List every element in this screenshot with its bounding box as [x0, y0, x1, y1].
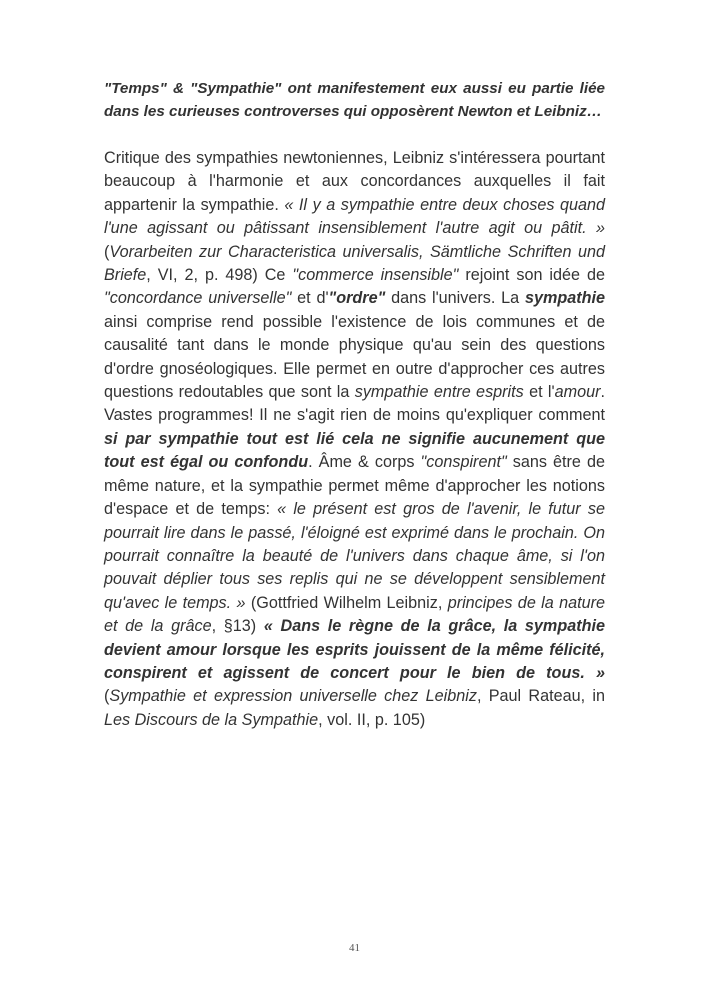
text-run: et d' — [291, 289, 329, 308]
quote-regne-grace: « Dans le règne de la grâce, la sympathie devient amour lorsque les esprits jouissent de la même félicité, conspirent et agissent de concert pour le bien de tous. » — [104, 617, 605, 682]
text-run: Critique des sympathies newtoniennes, Leibniz s'intéressera pourtant beaucoup à l'harmonie et aux concordances auxquelles il fait appartenir la sympathie. — [104, 149, 605, 214]
text-run: sans être de même nature, et la sympathie permet même d'approcher les notions d'espace et de temps: — [104, 453, 605, 519]
text-run: , vol. II, p. 105) — [318, 710, 426, 729]
term-conspirent: "conspirent" — [420, 453, 507, 472]
text-run: ( — [104, 242, 110, 261]
term-sympathie-entre-esprits: sympathie entre esprits — [354, 383, 524, 402]
text-run: dans l'univers. La — [385, 289, 525, 308]
text-run: et l' — [523, 383, 555, 402]
term-ordre: "ordre" — [328, 289, 386, 308]
intro-heading: "Temps" & "Sympathie" ont manifestement eux aussi eu partie liée dans les curieuses controverses qui opposèrent Newton et Leibniz… — [104, 80, 605, 120]
text-run: , Paul Rateau, in — [476, 687, 605, 706]
page-number: 41 — [349, 942, 360, 954]
text-run: . Vastes programmes! Il ne s'agit rien de moins qu'expliquer comment — [104, 383, 605, 425]
text-run: , VI, 2, p. 498) Ce — [146, 266, 293, 285]
quote-present-avenir: « le présent est gros de l'avenir, le futur se pourrait lire dans le passé, l'éloigné est exprimé dans le prochain. On pourrait connaître la beauté de l'univers dans chaque âme, si l'on pouvait déplier tous ses replis qui ne se développent sensiblement qu'avec le temps. » — [104, 500, 605, 612]
term-sympathie: sympathie — [524, 289, 606, 308]
citation-title: Les Discours de la Sympathie — [104, 710, 319, 729]
term-commerce-insensible: "commerce insensible" — [292, 266, 459, 285]
body-paragraph — [104, 147, 605, 732]
citation-title: Sympathie et expression universelle chez Leibniz — [109, 687, 477, 706]
term-concordance-universelle: "concordance universelle" — [104, 289, 292, 308]
text-run: . Âme & corps — [308, 453, 421, 472]
text-run: ( — [104, 687, 110, 706]
text-run: , §13) — [211, 617, 264, 636]
page-content — [104, 77, 605, 732]
text-run: ainsi comprise rend possible l'existence de lois communes et de causalité tant dans le monde physique qu'au sein des questions d'ordre gnoséologiques. Elle permet en outre d'approcher ces autres questions redoutables que sont la — [104, 312, 605, 402]
citation-title: Vorarbeiten zur Characteristica universalis, Sämtliche Schriften und Briefe — [104, 242, 605, 285]
quote-leibniz-sympathy: « Il y a sympathie entre deux choses quand l'une agissant ou pâtissant insensiblement l'autre agit ou pâtit. » — [104, 195, 605, 238]
text-run: (Gottfried Wilhelm Leibniz, — [245, 593, 448, 612]
text-run: rejoint son idée de — [458, 266, 605, 285]
emphasis-statement: si par sympathie tout est lié cela ne signifie aucunement que tout est égal ou confondu — [104, 429, 605, 472]
citation-title: principes de la nature et de la grâce — [104, 593, 605, 636]
term-amour: amour — [554, 383, 601, 402]
